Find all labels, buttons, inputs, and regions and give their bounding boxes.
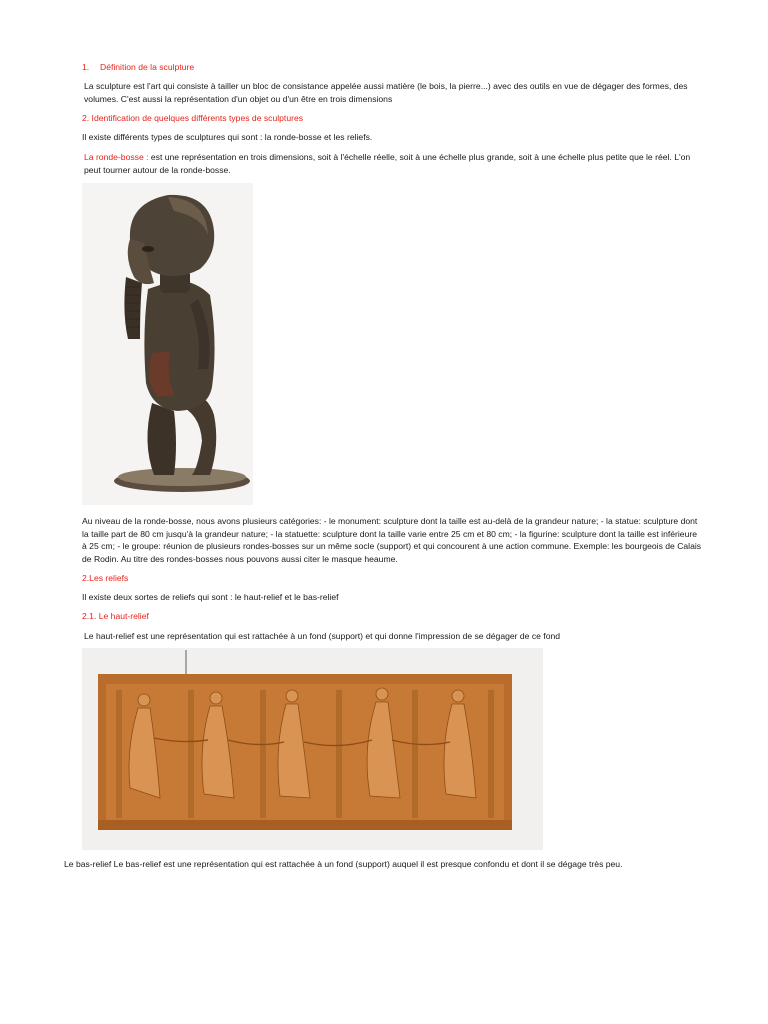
paragraph-bas-relief: Le bas-relief Le bas-relief est une représentation qui est rattachée à un fond (support) auquel il est presque confondu et dont il se dégage très peu. <box>64 859 623 869</box>
statue-illustration <box>82 183 253 505</box>
heading-types: 2. Identification de quelques différents types de sculptures <box>82 113 304 123</box>
paragraph-haut-relief: Le haut-relief est une représentation qui est rattachée à un fond (support) et qui donne l'impression de se dégager de ce fond <box>84 631 561 641</box>
heading-haut-relief: 2.1. Le haut-relief <box>82 611 149 621</box>
paragraph-definition: La sculpture est l'art qui consiste à tailler un bloc de consistance appelée aussi matière (le bois, la pierre...) avec des outils en vue de dégager des formes, des volumes. C'est aussi la représentation d'un objet ou d'un être en trois dimensions <box>84 81 688 104</box>
frieze-illustration <box>82 648 543 850</box>
paragraph-ronde-bosse: La ronde-bosse : est une représentation en trois dimensions, soit à l'échelle réelle, soit à une échelle plus grande, soit à une échelle plus petite que le réel. L'on peut tourner autour de la ronde-bosse. <box>84 152 691 175</box>
term-ronde-bosse: La ronde-bosse : <box>84 152 149 162</box>
paragraph-categories: Au niveau de la ronde-bosse, nous avons plusieurs catégories: - le monument: sculpture dont la taille est au-delà de la grandeur nature; - la statue: sculpture dont la taille part de 80 cm jusqu'à la grandeur nature; - la statuette: sculpture dont la taille varie entre 25 cm et 80 cm; - la figurine: sculpture dont la taille est inférieure à 25 cm; - le groupe: réunion de plusieurs rondes-bosses sur un même socle (support) et qui concourent à une action commune. Exemple: les bourgeois de Calais de Rodin. Au titre des rondes-bosses nous pouvons aussi citer le masque heaume. <box>82 516 702 564</box>
statue-image <box>82 183 253 505</box>
paragraph-reliefs: Il existe deux sortes de reliefs qui sont : le haut-relief et le bas-relief <box>82 592 339 602</box>
haut-relief-image <box>82 648 543 850</box>
heading-definition: 1. Définition de la sculpture <box>82 62 195 72</box>
paragraph-types: Il existe différents types de sculptures qui sont : la ronde-bosse et les reliefs. <box>82 132 373 142</box>
heading-reliefs: 2.Les reliefs <box>82 573 129 583</box>
